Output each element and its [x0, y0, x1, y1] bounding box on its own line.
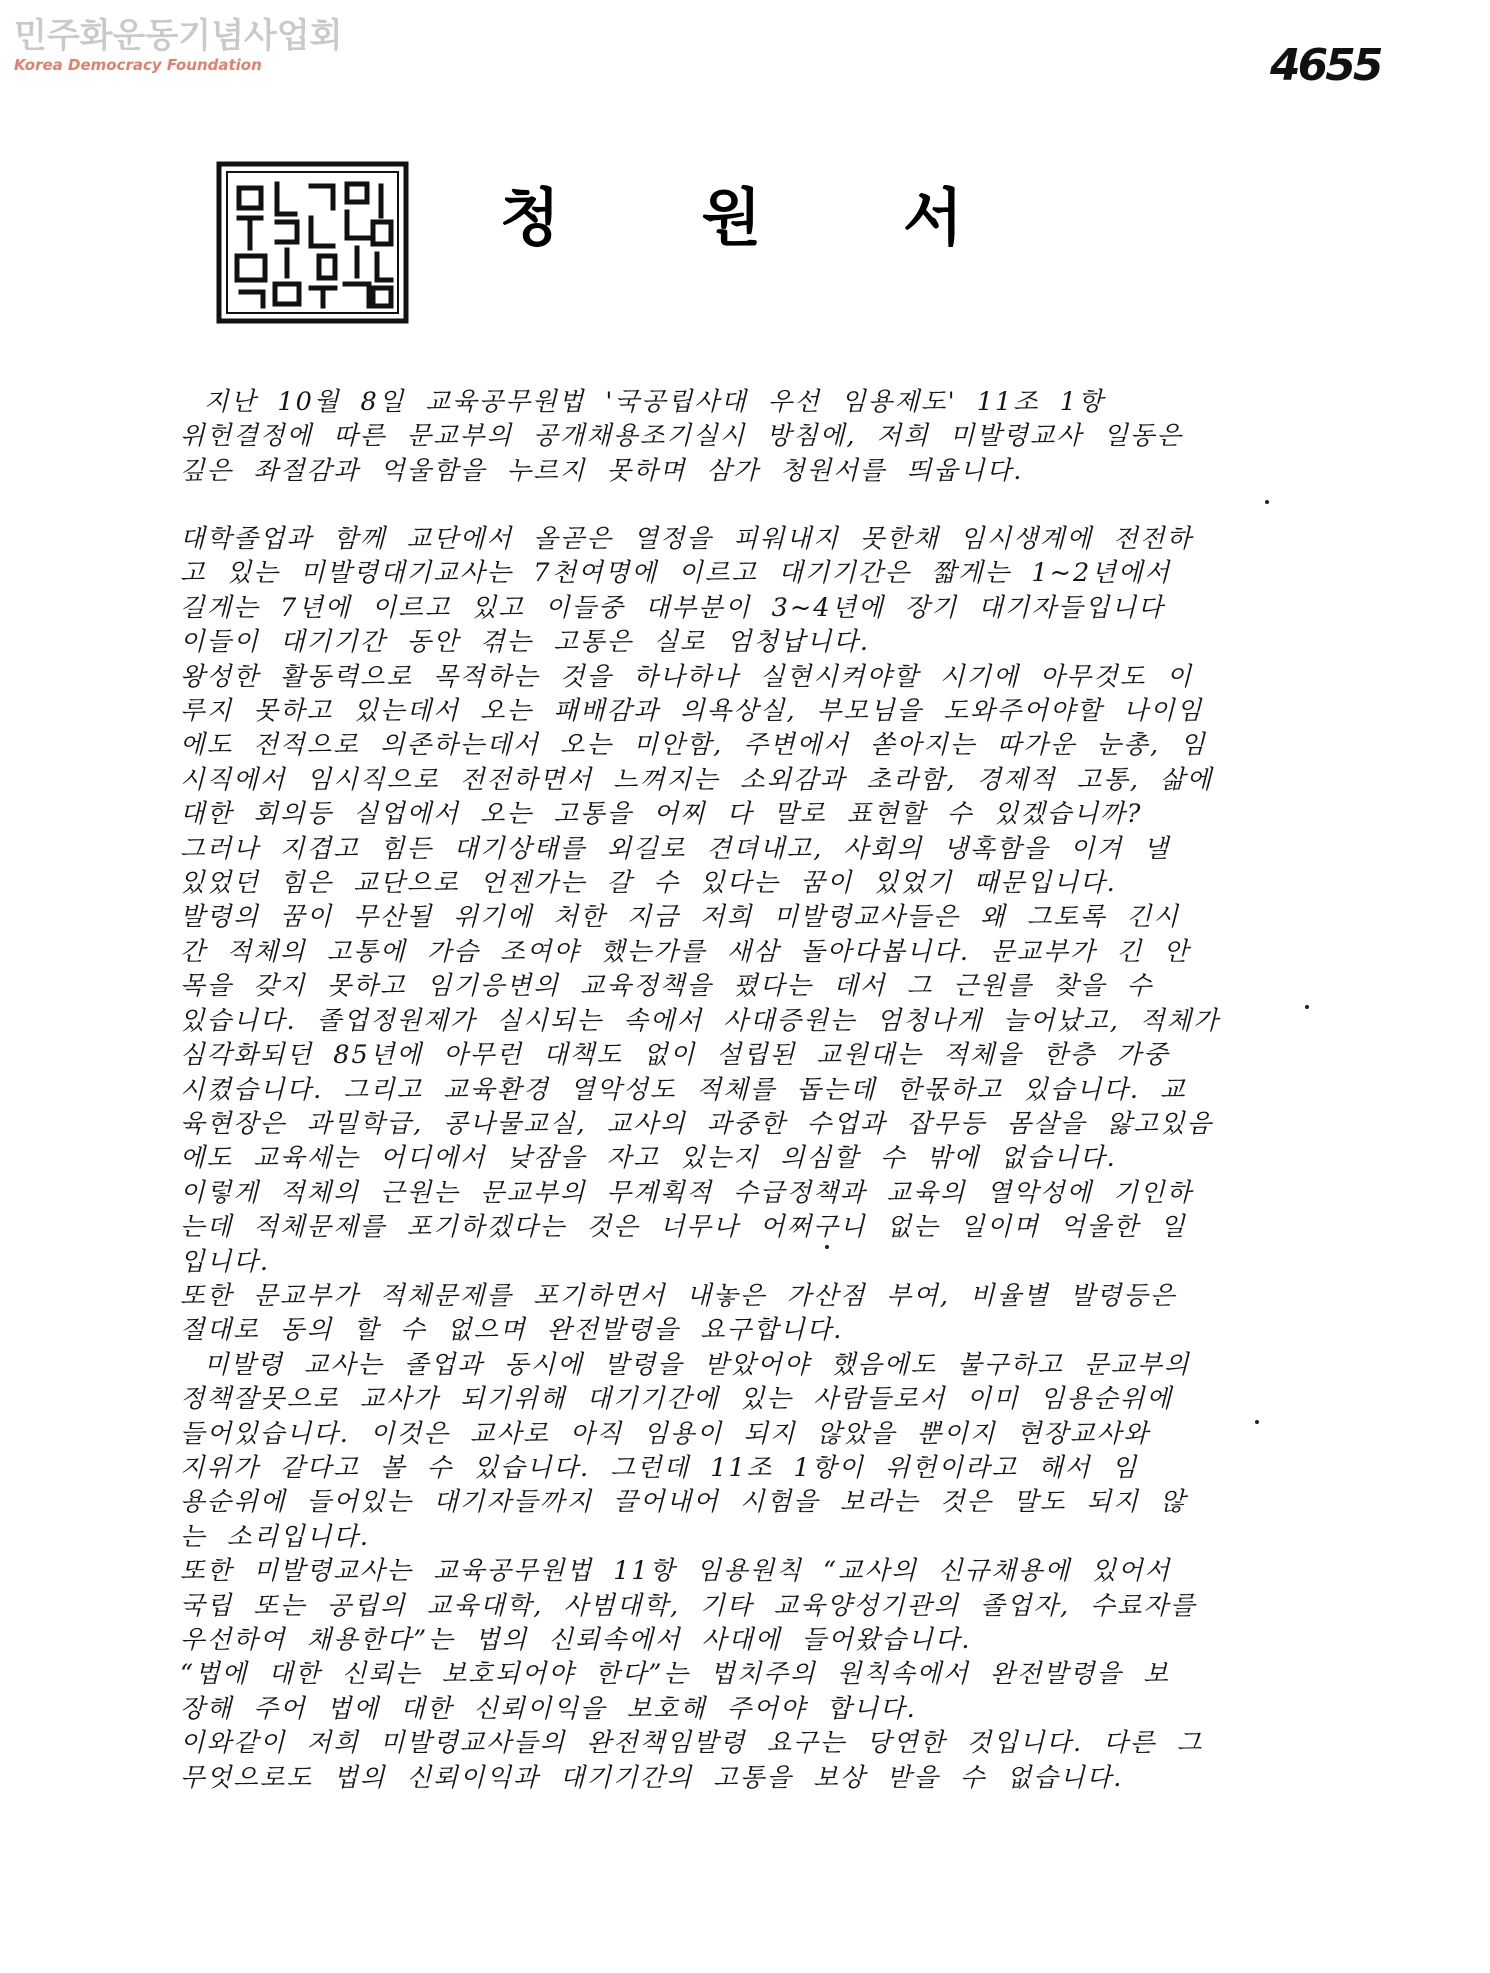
- scan-speck: [825, 1245, 829, 1249]
- scan-speck: [1255, 1420, 1259, 1424]
- handwritten-doc-number: 4655: [1270, 40, 1381, 91]
- text-line: “법에 대한 신뢰는 보호되어야 한다”는 법치주의 원칙속에서 완전발령을 보: [180, 1659, 1170, 1690]
- logo-english-text: Korea Democracy Foundation: [14, 56, 262, 74]
- text-line: 는데 적체문제를 포기하겠다는 것은 너무나 어쩌구니 없는 일이며 억울한 일: [180, 1212, 1187, 1243]
- text-line: 지난 10월 8일 교육공무원법 '국공립사대 우선 임용제도' 11조 1항: [204, 387, 1105, 417]
- text-line: 는 소리입니다.: [180, 1521, 371, 1552]
- text-line: 목을 갖지 못하고 임기응변의 교육정책을 폈다는 데서 그 근원를 찾을 수: [180, 971, 1154, 1002]
- text-line: 용순위에 들어있는 대기자들까지 끌어내어 시험을 보라는 것은 말도 되지 않: [180, 1487, 1187, 1518]
- text-line: 간 적체의 고통에 가슴 조여야 했는가를 새삼 돌아다봅니다. 문교부가 긴 안: [180, 936, 1191, 967]
- text-line: 국립 또는 공립의 교육대학, 사범대학, 기타 교육양성기관의 졸업자, 수료자를: [180, 1590, 1197, 1621]
- text-line: 이렇게 적체의 근원는 문교부의 무계획적 수급정책과 교육의 열악성에 기인하: [180, 1177, 1194, 1208]
- text-line: 지위가 같다고 볼 수 있습니다. 그런데 11조 1항이 위헌이라고 해서 임: [180, 1452, 1139, 1483]
- text-line: 입니다.: [180, 1246, 271, 1277]
- text-line: 있습니다. 졸업정원제가 실시되는 속에서 사대증원는 엄청나게 늘어났고, 적체가: [180, 1005, 1220, 1036]
- text-line: 미발령 교사는 졸업과 동시에 발령을 받았어야 했음에도 불구하고 문교부의: [204, 1349, 1191, 1380]
- text-line: 이와같이 저희 미발령교사들의 완전책임발령 요구는 당연한 것입니다. 다른 그: [180, 1728, 1204, 1759]
- scan-speck: [1305, 1005, 1309, 1009]
- text-line: 심각화되던 85년에 아무런 대책도 없이 설립된 교원대는 적체을 한층 가중: [180, 1040, 1170, 1071]
- text-line: 절대로 동의 할 수 없으며 완전발령을 요구합니다.: [180, 1315, 844, 1346]
- text-line: 에도 교육세는 어디에서 낮잠을 자고 있는지 의심할 수 밖에 없습니다.: [180, 1143, 1117, 1174]
- text-line: 정책잘못으로 교사가 되기위해 대기기간에 있는 사람들로서 이미 임용순위에: [180, 1384, 1173, 1415]
- foundation-logo: [14, 16, 343, 74]
- text-line: 깊은 좌절감과 억울함을 누르지 못하며 삼가 청원서를 띄웁니다.: [180, 455, 1024, 486]
- text-line: 있었던 힘은 교단으로 언젠가는 갈 수 있다는 꿈이 있었기 때문입니다.: [180, 868, 1117, 899]
- text-line: 시켰습니다. 그리고 교육환경 열악성도 적체를 돕는데 한몫하고 있습니다. 교: [180, 1074, 1187, 1105]
- text-line: 이들이 대기기간 동안 겪는 고통은 실로 엄청납니다.: [180, 627, 871, 658]
- text-line: 무엇으로도 법의 신뢰이익과 대기기간의 고통을 보상 받을 수 없습니다.: [180, 1762, 1124, 1793]
- text-line: 왕성한 활동력으로 목적하는 것을 하나하나 실현시켜야할 시기에 아무것도 이: [180, 661, 1194, 692]
- text-line: 길게는 7년에 이르고 있고 이들중 대부분이 3~4년에 장기 대기자들입니다: [180, 592, 1165, 623]
- text-line: 위헌결정에 따른 문교부의 공개채용조기실시 방침에, 저희 미발령교사 일동은: [180, 421, 1184, 452]
- logo-korean-text: 민주화운동기념사업회: [14, 16, 343, 56]
- document-title: 청 원 서: [500, 181, 1023, 254]
- text-line: 대한 회의등 실업에서 오는 고통을 어찌 다 말로 표현할 수 있겠습니까?: [180, 799, 1143, 830]
- paragraph-body: [180, 522, 1290, 1795]
- text-line: 또한 미발령교사는 교육공무원법 11항 임용원칙 “교사의 신규채용에 있어서: [180, 1556, 1172, 1587]
- official-seal-stamp: [215, 160, 410, 325]
- text-line: 대학졸업과 함께 교단에서 올곧은 열정을 피워내지 못한채 임시생계에 전전하: [180, 524, 1194, 554]
- text-line: 또한 문교부가 적체문제를 포기하면서 내놓은 가산점 부여, 비율별 발령등은: [180, 1280, 1177, 1311]
- text-line: 고 있는 미발령대기교사는 7천여명에 이르고 대기기간은 짧게는 1~2년에서: [180, 558, 1172, 589]
- text-line: 루지 못하고 있는데서 오는 패배감과 의욕상실, 부모님을 도와주어야할 나이임: [180, 696, 1204, 727]
- text-line: 그러나 지겹고 힘든 대기상태를 외길로 견뎌내고, 사회의 냉혹함을 이겨 낼: [180, 833, 1171, 864]
- text-line: 장해 주어 법에 대한 신뢰이익을 보호해 주어야 합니다.: [180, 1693, 917, 1724]
- text-line: 우선하여 채용한다”는 법의 신뢰속에서 사대에 들어왔습니다.: [180, 1625, 972, 1655]
- text-line: 발령의 꿈이 무산될 위기에 처한 지금 저희 미발령교사들은 왜 그토록 긴시: [180, 902, 1181, 933]
- text-line: 들어있습니다. 이것은 교사로 아직 임용이 되지 않았을 뿐이지 현장교사와: [180, 1418, 1150, 1449]
- text-line: 시직에서 임시직으로 전전하면서 느껴지는 소외감과 초라함, 경제적 고통, 삶에: [180, 764, 1214, 795]
- paragraph-intro: [180, 385, 1290, 488]
- scan-speck: [1265, 500, 1269, 504]
- text-line: 육현장은 과밀학급, 콩나물교실, 교사의 과중한 수업과 잡무등 몸살을 앓고있음: [180, 1108, 1214, 1139]
- text-line: 에도 전적으로 의존하는데서 오는 미안함, 주변에서 쏟아지는 따가운 눈총, 임: [180, 730, 1207, 761]
